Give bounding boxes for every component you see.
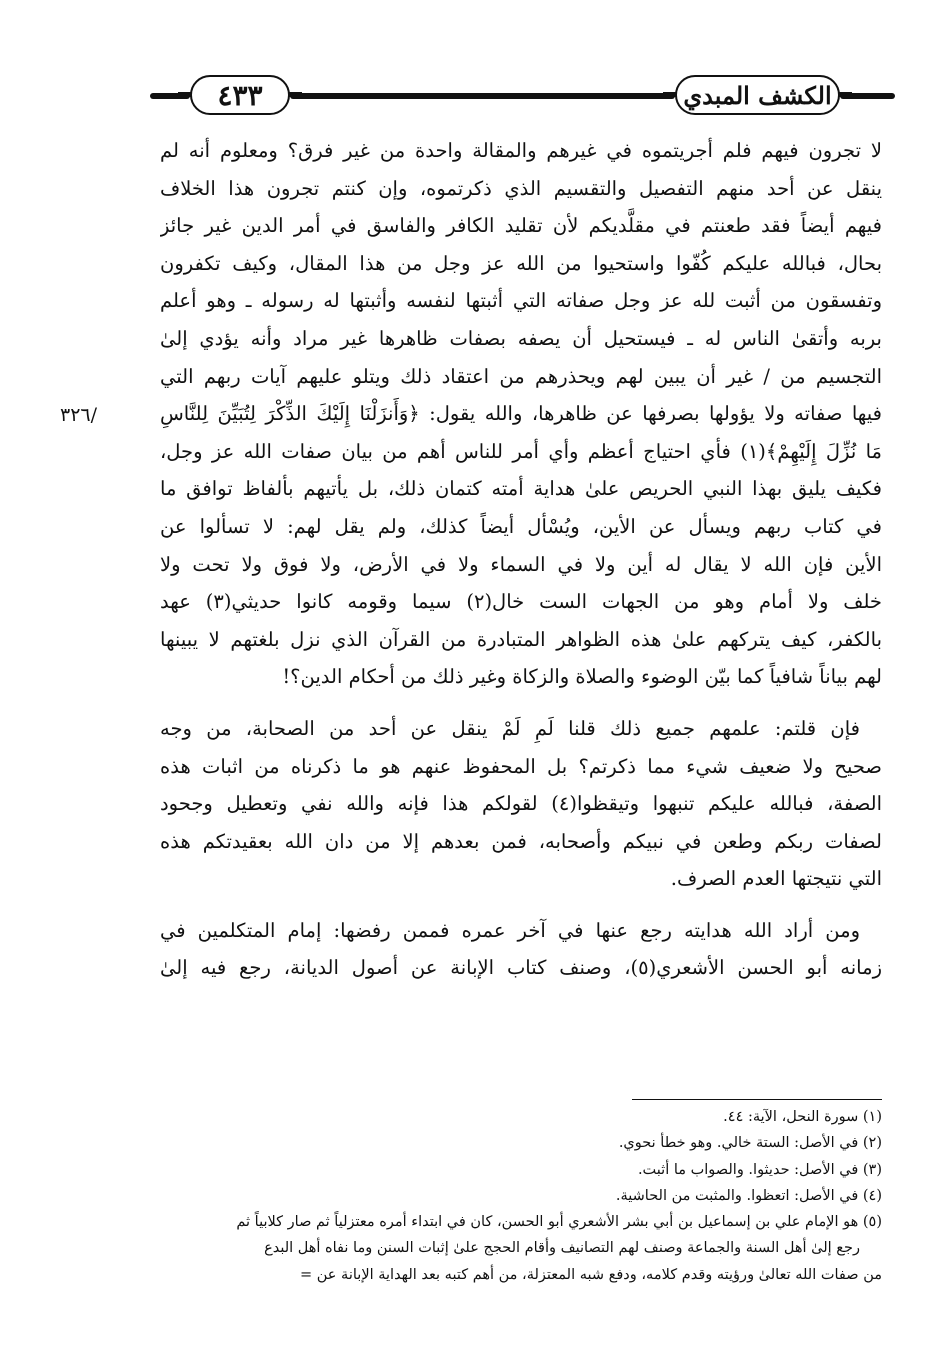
text-line: صحيح ولا ضعيف شيء مما ذكرتم؟ بل المحفوظ عنهم هو ما ذكرناه من اثبات هذه — [160, 754, 882, 778]
footnote: (٢) في الأصل: الستة خالي. وهو خطأ نحوي. — [618, 1135, 882, 1152]
page-number: ٤٣٣ — [190, 75, 290, 115]
footnote-continuation: رجع إلىٰ أهل السنة والجماعة وصنف لهم التصانيف وأقام الحجج علىٰ إثبات السنن وما نفاه أهل البدع — [264, 1240, 860, 1257]
text-line: ينقل عن أحد منهم التفصيل والتقسيم الذي ذكرتموه، وإن كنتم تجرون هذا الخلاف — [160, 176, 882, 200]
text-line: الأين فإن الله لا يقال له أين ولا في السماء ولا في الأرض، ولا فوق ولا تحت ولا — [160, 552, 882, 576]
text-line: خلف ولا أمام وهو من الجهات الست خال(٢) سيما وقومه كانوا حديثي(٣) عهد — [160, 590, 882, 614]
text-line: بالكفر، كيف يتركهم علىٰ هذه الظواهر المتبادرة من القرآن الذي نزل بلغتهم لا يبينها — [160, 627, 882, 651]
text-line: التي نتيجتها العدم الصرف. — [670, 867, 882, 891]
page-header — [150, 72, 895, 118]
footnote: (٥) هو الإمام علي بن إسماعيل بن أبي بشر الأشعري أبو الحسن، كان في ابتداء أمره معتزلياً ثم صار كلابياً ثم — [236, 1214, 882, 1231]
paragraph-2 — [160, 710, 882, 898]
text-line: فيهم أيضاً فقد طعنتم في مقلَّديكم لأن تقليد الكافر والفاسق في أمر الدين غير جائز — [160, 214, 882, 238]
footnote: (٤) في الأصل: اتعظوا. والمثبت من الحاشية. — [615, 1187, 882, 1204]
main-text — [160, 132, 882, 987]
footnote-continuation: من صفات الله تعالىٰ ورؤيته وقدم كلامه، ودفع شبه المعتزلة، من أهم كتبه بعد الهداية الإبانة عن = — [300, 1266, 882, 1283]
margin-reference: /٣٢٦ — [60, 404, 98, 426]
footnote: (٣) في الأصل: حديثوا. والصواب ما أثبت. — [637, 1161, 882, 1178]
book-title: الكشف المبدي — [675, 75, 840, 115]
paragraph-3 — [160, 912, 882, 987]
footnotes — [150, 1104, 882, 1288]
text-line: الصفة، فبالله عليكم تنبهوا وتيقظوا(٤) لقولكم هذا فإنه والله نفي وتعطيل وجحود — [160, 792, 882, 816]
text-line: بحال، فبالله عليكم كُفّوا واستحيوا من الله عز وجل من هذا المقال، وكيف تكفرون — [160, 251, 882, 275]
text-line: لصفات ربكم وطعن في نبيكم وأصحابه، فمن بعدهم إلا من دان الله بعقيدتكم هذه — [160, 829, 882, 853]
text-line: فيها صفاته ولا يؤولها بصرفها عن ظاهرها، والله يقول: ﴿وَأَنزَلْنَا إِلَيْكَ الذِّكْرَ لِتُبَيِّنَ لِلنَّاسِ — [160, 402, 882, 426]
text-line: لا تجرون فيهم فلم أجريتموه في غيرهم والمقالة واحدة من غير فرق؟ ومعلوم أنه لم — [160, 139, 882, 162]
text-line: في كتاب ربهم ويسأل عن الأين، ويُسْأل أيضاً كذلك، ولم يقل لهم: لا تسألوا عن — [160, 514, 882, 538]
paragraph-1 — [160, 132, 882, 696]
text-line: وتفسقون من أثبت لله عز وجل صفاته التي أثبتها لنفسه وأثبتها له رسوله ـ وهو أعلم — [160, 289, 882, 313]
header-rule-middle — [290, 93, 675, 99]
text-line: ومن أراد الله هدايته رجع عنها في آخر عمره فممن رفضها: إمام المتكلمين في — [160, 918, 860, 942]
header-rule-right — [840, 93, 895, 99]
text-line: زمانه أبو الحسن الأشعري(٥)، وصنف كتاب الإبانة عن أصول الديانة، رجع فيه إلىٰ — [160, 956, 882, 980]
text-line: مَا نُزِّلَ إِلَيْهِمْ﴾(١) فأي احتياج أعظم وأي أمر للناس أهم من بيان صفات الله عز وجل، — [160, 439, 882, 463]
footnote-separator — [632, 1099, 882, 1100]
text-line: لهم بياناً شافياً كما بيّن الوضوء والصلاة والزكاة وغير ذلك من أحكام الدين؟! — [282, 665, 882, 689]
text-line: فكيف يليق بهذا النبي الحريص علىٰ هداية أمته كتمان ذلك، بل يأتيهم بألفاظ توافق ما — [160, 477, 882, 501]
text-line: التجسيم من / غير أن يبين لهم ويحذرهم من اعتقاد ذلك ويتلو عليهم آيات ربهم التي — [160, 364, 882, 388]
footnote: (١) سورة النحل، الآية: ٤٤. — [723, 1109, 882, 1125]
text-line: فإن قلتم: علمهم جميع ذلك قلنا لَمِ لَمْ ينقل عن أحد من الصحابة، من وجه — [160, 716, 860, 740]
text-line: بربه وأتقىٰ الناس له ـ فيستحيل أن يصفه بصفات ظاهرها غير مراد وأنه يؤدي إلىٰ — [160, 326, 882, 350]
